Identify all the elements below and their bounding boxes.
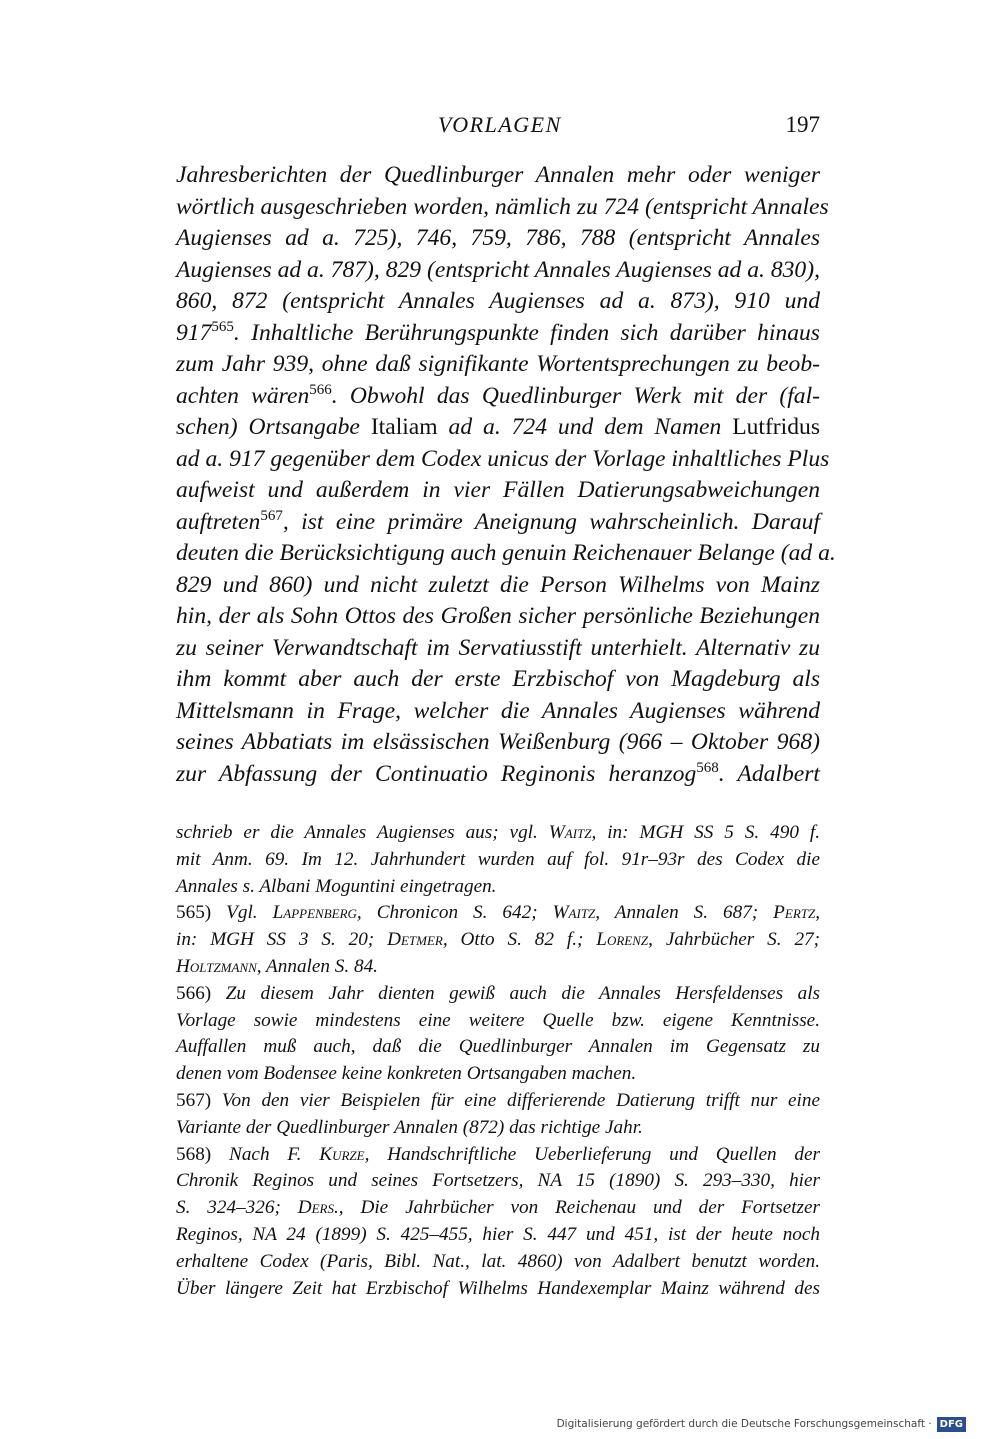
footnote-ref-568[interactable]: 568	[696, 759, 719, 776]
text-line	[176, 759, 820, 791]
text-fragment: schrieb er die Annales Augienses aus; vgl.	[176, 822, 538, 843]
text-fragment: , Jahrbücher S. 27;	[648, 929, 821, 951]
text-fragment: , Chronicon S. 642;	[356, 902, 538, 924]
footnote-568-line	[176, 1195, 820, 1222]
text-line: zum Jahr 939, ohne daß signifikante Wortentsprechungen zu beob-	[176, 351, 820, 377]
text-line: hin, der als Sohn Ottos des Großen sicher persönliche Beziehungen	[176, 603, 820, 629]
footnote-565-line	[176, 927, 820, 954]
author-name: Lappenberg	[272, 902, 357, 924]
text-fragment: zur Abfassung der Continuatio Reginonis heranzog	[176, 760, 697, 787]
text-fragment: achten wären	[176, 382, 310, 409]
main-text	[176, 160, 836, 790]
footnote-ref-567[interactable]: 567	[260, 507, 283, 524]
text-fragment: . Inhaltliche Berührungspunkte finden sich darüber hinaus	[233, 319, 820, 346]
footnote-565-line	[176, 900, 820, 927]
text-fragment: 917	[176, 319, 212, 346]
quoted-source-term: Italiam	[370, 414, 438, 440]
footnote-566-line: Auffallen muß auch, daß die Quedlinburger Annalen im Gegensatz zu	[176, 1036, 820, 1058]
text-line: ihm kommt aber auch der erste Erzbischof von Magdeburg als	[176, 666, 820, 692]
text-fragment: , ist eine primäre Aneignung wahrscheinlich. Darauf	[282, 508, 820, 535]
footnote-567-line: Variante der Quedlinburger Annalen (872) das richtige Jahr.	[176, 1116, 643, 1138]
text-line: Jahresberichten der Quedlinburger Annalen mehr oder weniger	[176, 162, 820, 188]
text-line: 860, 872 (entspricht Annales Augienses ad a. 873), 910 und	[176, 288, 820, 314]
text-line: zu seiner Verwandtschaft im Servatiusstift unterhielt. Alternativ zu	[176, 634, 820, 661]
dfg-logo-icon: DFG	[937, 1417, 966, 1432]
text-fragment: Nach F.	[229, 1143, 302, 1165]
author-name: Kurze	[319, 1143, 365, 1165]
text-fragment: Vgl.	[226, 902, 258, 924]
footnotes	[176, 820, 820, 1302]
text-fragment: , Handschriftliche Ueberlieferung und Quellen der	[364, 1143, 820, 1165]
author-name: Lorenz	[596, 929, 649, 951]
footnote-568-line: Über längere Zeit hat Erzbischof Wilhelms Handexemplar Mainz während des	[176, 1277, 820, 1299]
footnote-567-line	[176, 1088, 820, 1115]
footnote-568-line	[176, 1142, 820, 1169]
running-title: VORLAGEN	[438, 112, 562, 137]
author-name: Ders.	[297, 1197, 339, 1219]
author-name: Holtzmann	[176, 955, 257, 977]
footnote-566-line	[176, 981, 820, 1008]
text-line: aufweist und außerdem in vier Fällen Datierungsabweichungen	[176, 477, 820, 503]
text-line: seines Abbatiats im elsässischen Weißenburg (966 – Oktober 968)	[176, 729, 820, 755]
text-fragment: . Obwohl das Quedlinburger Werk mit der (fal-	[331, 382, 820, 409]
page-number: 197	[785, 112, 820, 137]
text-fragment: ad a. 724 und dem Namen	[448, 414, 722, 440]
text-line	[176, 412, 820, 444]
footnote-ref-566[interactable]: 566	[309, 381, 332, 398]
author-name: Detmer	[387, 929, 443, 951]
footnote-continuation-line: Annales s. Albani Moguntini eingetragen.	[176, 875, 497, 897]
running-header	[176, 112, 820, 146]
author-name: Waitz	[552, 902, 596, 924]
text-fragment: , in: MGH SS 5 S. 490 f.	[591, 822, 821, 843]
footnote-number: 566)	[176, 982, 212, 1004]
text-fragment: Zu diesem Jahr dienten gewiß auch die Annales Hersfeldenses als	[225, 982, 821, 1004]
footnote-566-line: Vorlage sowie mindestens eine weitere Quelle bzw. eigene Kenntnisse.	[176, 1009, 820, 1031]
text-line: ad a. 917 gegenüber dem Codex unicus der Vorlage inhaltliches Plus	[176, 445, 830, 472]
footnote-number: 568)	[176, 1143, 212, 1165]
footnote-number: 565)	[176, 902, 212, 924]
text-line	[176, 507, 820, 539]
text-line: Augienses ad a. 725), 746, 759, 786, 788 (entspricht Annales	[176, 225, 820, 251]
digitization-credit	[557, 1409, 966, 1439]
text-line	[176, 318, 820, 350]
footnote-568-line: erhaltene Codex (Paris, Bibl. Nat., lat. 4860) von Adalbert benutzt worden.	[176, 1250, 820, 1272]
text-fragment: ,	[815, 902, 821, 924]
text-fragment: auftreten	[176, 508, 261, 535]
text-line: Augienses ad a. 787), 829 (entspricht Annales Augienses ad a. 830),	[176, 256, 820, 283]
text-line: Mittelsmann in Frage, welcher die Annales Augienses während	[176, 697, 820, 724]
text-line	[176, 381, 820, 413]
credit-text: Digitalisierung gefördert durch die Deutsche Forschungsgemeinschaft ·	[556, 1418, 932, 1430]
text-fragment: S. 324–326;	[176, 1197, 281, 1219]
footnote-continuation-line	[176, 820, 820, 847]
text-fragment: . Adalbert	[718, 760, 820, 787]
footnote-continuation-line: mit Anm. 69. Im 12. Jahrhundert wurden auf fol. 91r–93r des Codex die	[176, 848, 820, 870]
author-name: Pertz	[773, 902, 816, 924]
text-line: wörtlich ausgeschrieben worden, nämlich zu 724 (entspricht Annales	[176, 193, 829, 220]
text-fragment: in: MGH SS 3 S. 20;	[176, 929, 375, 951]
footnote-566-line: denen vom Bodensee keine konkreten Ortsangaben machen.	[176, 1063, 637, 1085]
text-line: deuten die Berücksichtigung auch genuin Reichenauer Belange (ad a.	[176, 540, 836, 566]
text-fragment: , Die Jahrbücher von Reichenau und der Fortsetzer	[338, 1197, 820, 1219]
text-fragment: , Annalen S. 84.	[256, 955, 378, 977]
text-fragment: Von den vier Beispielen für eine differierende Datierung trifft nur eine	[221, 1089, 820, 1111]
footnote-number: 567)	[176, 1089, 212, 1111]
text-fragment: , Otto S. 82 f.;	[442, 929, 584, 951]
author-name: Waitz	[548, 822, 592, 843]
text-fragment: , Annalen S. 687;	[595, 902, 759, 924]
footnote-ref-565[interactable]: 565	[211, 318, 234, 335]
footnote-568-line: Reginos, NA 24 (1899) S. 425–455, hier S. 447 und 451, ist der heute noch	[176, 1223, 820, 1245]
footnote-565-line	[176, 954, 820, 981]
quoted-source-term: Lutfridus	[732, 414, 820, 440]
footnote-568-line: Chronik Reginos und seines Fortsetzers, NA 15 (1890) S. 293–330, hier	[176, 1170, 820, 1192]
text-fragment: schen) Ortsangabe	[176, 414, 360, 440]
text-line: 829 und 860) und nicht zuletzt die Person Wilhelms von Mainz	[176, 571, 820, 598]
